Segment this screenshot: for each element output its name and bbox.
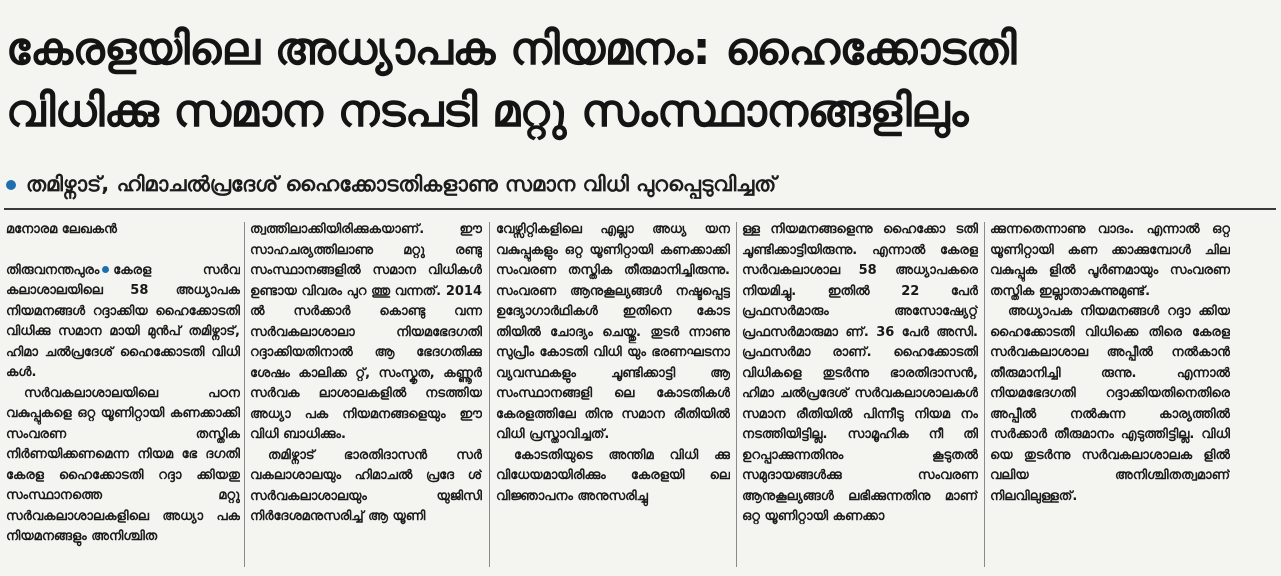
column-5-paragraph-2: അധ്യാപക നിയമനങ്ങൾ റദ്ദാ ക്കിയ ഹൈക്കോടതി വിധിക്കെ തിരെ കേരള സർവകലാശാല അപ്പീൽ നൽകാൻ തീരുമാനിച്ചി രുന്നു. എന്നാൽ നിയമഭേദഗതി റദ്ദാക്കിയതിനെതിരെ അപ്പീൽ നൽകുന്ന കാര്യത്തിൽ സർക്കാർ തീരുമാനം എടുത്തിട്ടില്ല. വിധി യെ തുടർന്നു സർവകലാശാലക ളിൽ വലിയ അനിശ്ചിതത്വമാണ് നിലവിലുള്ളത്. xyxy=(990,304,1230,504)
article-column-1 xyxy=(6,220,240,570)
article-column-2 xyxy=(250,220,482,570)
article-column-3 xyxy=(496,220,730,570)
column-2-paragraph-2: തമിഴ്നാട് ഭാരതിദാസൻ സർ വകലാശാലയും ഹിമാചൽ പ്രദേ ശ് സർവകലാശാലയും യുജിസി നിർദേശമനുസരിച്ച് ആ യൂണി xyxy=(250,447,482,524)
column-separator xyxy=(244,222,245,567)
subheadline xyxy=(6,172,1276,197)
dateline-dot-icon xyxy=(102,266,109,273)
column-separator xyxy=(736,222,737,567)
article-column-4 xyxy=(742,220,978,570)
byline: മനോരമ ലേഖകൻ xyxy=(6,222,117,237)
bullet-icon xyxy=(6,180,16,190)
column-separator xyxy=(489,222,490,567)
column-1-paragraph-2: സർവകലാശാലയിലെ പഠന വകുപ്പുകളെ ഒറ്റ യൂണിറ്റായി കണക്കാക്കി സംവരണ തസ്തിക നിർണയിക്കണമെന്ന നിയമ ഭേ ദഗതി കേരള ഹൈക്കോടതി റദ്ദാ ക്കിയതു സംസ്ഥാനത്തെ മറ്റു സർവകലാശാലകളിലെ അധ്യാ പക നിയമനങ്ങളും അനിശ്ചിത xyxy=(6,385,240,544)
column-3-paragraph-2: കോടതിയുടെ അന്തിമ വിധി ക്കു വിധേയമായിരിക്കും കേരളയി ലെ വിജ്ഞാപനം അനുസരിച്ചു xyxy=(496,447,730,504)
column-1-paragraph-1-text: കേരള സർവ കലാശാലയിലെ 58 അധ്യാപക നിയമനങ്ങൾ റദ്ദാക്കിയ ഹൈക്കോടതി വിധിക്കു സമാന മായി മുൻപ് തമിഴ്നാട്, ഹിമാ ചൽപ്രദേശ് ഹൈക്കോടതി വിധി കൾ. xyxy=(6,262,240,380)
headline-line-2: വിധിക്കു സമാന നടപടി മറ്റു സംസ്ഥാനങ്ങളിലും xyxy=(6,84,969,137)
article-column-5 xyxy=(990,220,1230,570)
column-5-paragraph-1: ക്കുന്നതെന്നാണു വാദം. എന്നാൽ ഒറ്റ യൂണിറ്റായി കണ ക്കാക്കുമ്പോൾ ചില വകുപ്പുക ളിൽ പൂർണമായും സംവരണ തസ്തിക ഇല്ലാതാകുന്നുമുണ്ട്. xyxy=(990,222,1230,299)
column-4-paragraph-1: ള്ള നിയമനങ്ങളെന്നു ഹൈക്കോ ടതി ചൂണ്ടിക്കാട്ടിയിരുന്നു. എന്നാൽ കേരള സർവകലാശാല 58 അധ്യാപകരെ നിയമിച്ചു. ഇതിൽ 22 പേർ പ്രഫസർമാരും അസോഷ്യേറ്റ് പ്രഫസർമാരുമാ ണ്. 36 പേർ അസി. പ്രഫസർമാ രാണ്. ഹൈക്കോടതി വിധികളെ തുടർന്നു ഭാരതിദാസൻ, ഹിമാ ചൽപ്രദേശ് സർവകലാശാലകൾ സമാന രീതിയിൽ പിന്നീടു നിയമ നം നടത്തിയിട്ടില്ല. സാമൂഹിക നീ തി ഉറപ്പാക്കുന്നതിനും കൂടുതൽ സമുദായങ്ങൾക്കു സംവരണ ആനുകൂല്യങ്ങൾ ലഭിക്കുന്നതിനു മാണ് ഒറ്റ യൂണിറ്റായി കണക്കാ xyxy=(742,222,978,524)
subheadline-text: തമിഴ്നാട്, ഹിമാചൽപ്രദേശ് ഹൈക്കോടതികളാണു സമാന വിധി പുറപ്പെടുവിച്ചത് xyxy=(26,172,777,196)
column-separator xyxy=(984,222,985,567)
dateline: തിരുവനന്തപുരം xyxy=(6,262,100,278)
divider-rule xyxy=(4,208,1276,210)
headline xyxy=(6,18,1276,142)
headline-line-1: കേരളയിലെ അധ്യാപക നിയമനം: ഹൈക്കോടതി xyxy=(6,22,1017,75)
column-3-paragraph-1: വേഴ്സിറ്റികളിലെ എല്ലാ അധ്യ യന വകുപ്പുകളും ഒറ്റ യൂണിറ്റായി കണക്കാക്കി സംവരണ തസ്തിക തീരുമാനിച്ചിരുന്നു. സംവരണ ആനുകൂല്യങ്ങൾ നഷ്ടപ്പെട്ട ഉദ്യോഗാർഥികൾ ഇതിനെ കോട തിയിൽ ചോദ്യം ചെയ്തു. തുടർ ന്നാണു സുപ്രീം കോടതി വിധി യും ഭരണഘടനാ വ്യവസ്ഥകളും ചൂണ്ടിക്കാട്ടി ആ സംസ്ഥാനങ്ങളി ലെ കോടതികൾ കേരളത്തിലേ തിനു സമാന രീതിയിൽ വിധി പ്രസ്താവിച്ചത്. xyxy=(496,222,730,442)
column-2-paragraph-1: ത്വത്തിലാക്കിയിരിക്കുകയാണ്. ഈ സാഹചര്യത്തിലാണു മറ്റു രണ്ടു സംസ്ഥാനങ്ങളിൽ സമാന വിധികൾ ഉണ്ടായ വിവരം പുറ ത്തു വന്നത്. 2014 ൽ സർക്കാർ കൊണ്ടു വന്ന സർവകലാശാലാ നിയമഭേദഗതി റദ്ദാക്കിയതിനാൽ ആ ഭേദഗതിക്കു ശേഷം കാലിക്ക റ്റ്, സംസ്കൃത, കണ്ണൂർ സർവക ലാശാലകളിൽ നടത്തിയ അധ്യാ പക നിയമനങ്ങളെയും ഈ വിധി ബാധിക്കും. xyxy=(250,222,482,442)
column-1-paragraph-1 xyxy=(6,261,240,384)
